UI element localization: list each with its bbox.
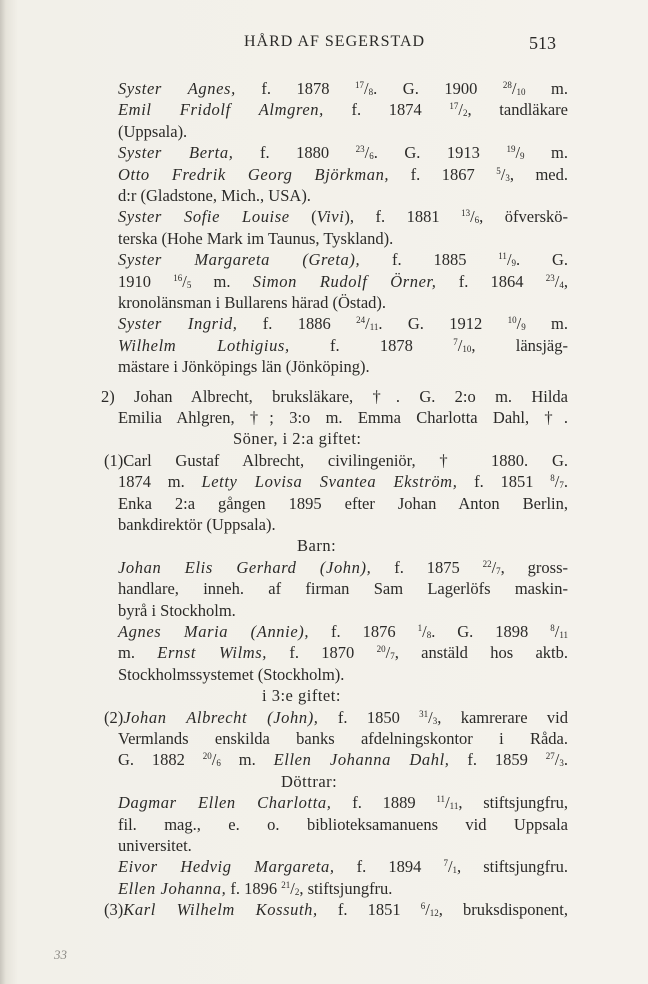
text-line: handlare, inneh. af firman Sam Lagerlöfs maskin- bbox=[118, 579, 568, 599]
text-line: bankdirektör (Uppsala). bbox=[118, 515, 276, 534]
person-name: Otto Fredrik Georg Björkman, bbox=[118, 164, 390, 184]
date-fraction: $^8/_{11}$ bbox=[550, 622, 568, 641]
text-line: Eivor Hedvig Margareta, f. 1894 $^7/_1$, stiftsjungfru. bbox=[118, 857, 569, 877]
text-line: G. 1882 $^{20}/_6$ m. Ellen Johanna Dahl, f. 1859 $^{27}/_3$. bbox=[118, 750, 568, 770]
text-line: Ellen Johanna, f. 1896 $^{21}/_2$, stiftsjungfru. bbox=[118, 878, 393, 898]
person-name: Emil Fridolf Almgren, bbox=[118, 100, 324, 120]
person-name: Syster Ingrid, bbox=[118, 314, 238, 334]
date-fraction: $^{13}/_6$ bbox=[461, 207, 480, 227]
person-name: Ernst Wilms, bbox=[157, 643, 268, 663]
date-fraction: $^{27}/_3$ bbox=[545, 750, 564, 770]
date-fraction: $^8/_7$ bbox=[550, 472, 564, 492]
date-fraction: $^7/_{10}$ bbox=[453, 335, 472, 355]
date-fraction: $^{16}/_5$ bbox=[173, 271, 192, 291]
date-fraction: $^{24}/_{11}$ bbox=[356, 314, 379, 334]
text-line: Vermlands enskilda banks afdelningskontor i Råda. bbox=[118, 729, 568, 748]
person-name: Syster Agnes, bbox=[118, 79, 236, 98]
text-line: (2)Johan Albrecht (John), f. 1850 $^{31}/_3$, kamrerare vid bbox=[104, 707, 568, 727]
text-line: terska (Hohe Mark im Taunus, Tyskland). bbox=[118, 228, 394, 248]
text-line: Syster Agnes, f. 1878 $^{17}/_8$. G. 1900 $^{28}/_{10}$ m. bbox=[118, 79, 568, 98]
text-line: d:r (Gladstone, Mich., USA). bbox=[118, 186, 311, 205]
date-fraction: $^5/_3$ bbox=[496, 164, 510, 184]
date-fraction: $^{11}/_{11}$ bbox=[436, 793, 459, 813]
person-name: Eivor Hedvig Margareta, bbox=[118, 857, 335, 877]
text-line: universitet. bbox=[118, 836, 192, 855]
date-fraction: $^{28}/_{10}$ bbox=[502, 79, 526, 98]
person-name: Syster Sofie Louise bbox=[118, 207, 290, 227]
text-line: (1)Carl Gustaf Albrecht, civilingeniör, † 1880. G. bbox=[104, 450, 568, 470]
text-line: (Uppsala). bbox=[118, 121, 188, 141]
text-line: mästare i Jönköpings län (Jönköping). bbox=[118, 357, 370, 377]
text-line: byrå i Stockholm. bbox=[118, 600, 236, 620]
text-line: Johan Elis Gerhard (John), f. 1875 $^{22}/_7$, gross- bbox=[118, 557, 569, 577]
person-name: Agnes Maria (Annie), bbox=[118, 622, 310, 641]
person-name: Letty Lovisa Svantea Ekström, bbox=[201, 472, 458, 492]
text-line: Syster Margareta (Greta), f. 1885 $^{11}/_9$. G. bbox=[118, 250, 569, 270]
person-name: Ellen Johanna, bbox=[118, 878, 227, 898]
person-name: Dagmar Ellen Charlotta, bbox=[118, 793, 332, 813]
person-name: Johan Elis Gerhard (John), bbox=[118, 557, 372, 577]
person-name: Simon Rudolf Örner, bbox=[252, 271, 437, 291]
text-line: Dagmar Ellen Charlotta, f. 1889 $^{11}/_{11}$, stiftsjungfru, bbox=[118, 793, 569, 813]
text-line: Emil Fridolf Almgren, f. 1874 $^{17}/_2$, tandläkare bbox=[118, 100, 568, 120]
running-header-title: HÅRD AF SEGERSTAD bbox=[244, 33, 426, 50]
text-line: Syster Ingrid, f. 1886 $^{24}/_{11}$. G. 1912 $^{10}/_9$ m. bbox=[118, 314, 568, 334]
text-line: 1910 $^{16}/_5$ m. Simon Rudolf Örner, f. 1864 $^{23}/_4$, bbox=[118, 271, 569, 291]
date-fraction: $^{10}/_9$ bbox=[507, 314, 526, 334]
person-name: Karl Wilhelm Kossuth, bbox=[123, 900, 318, 920]
person-name: Ellen Johanna Dahl, bbox=[273, 750, 450, 770]
page-number: 513 bbox=[529, 33, 556, 53]
date-fraction: $^6/_{12}$ bbox=[420, 900, 439, 920]
text-line: Wilhelm Lothigius, f. 1878 $^7/_{10}$, länsjäg- bbox=[118, 335, 568, 355]
text-line: Emilia Ahlgren, †; 3:o m. Emma Charlotta Dahl, †. bbox=[118, 408, 568, 427]
text-line: 2) Johan Albrecht, bruksläkare, †. G. 2:o m. Hilda bbox=[101, 386, 568, 406]
signature-mark: 33 bbox=[54, 947, 67, 962]
section-heading: Söner, i 2:a giftet: bbox=[233, 429, 362, 449]
date-fraction: $^{23}/_6$ bbox=[355, 143, 374, 163]
person-name: Johan Albrecht (John), bbox=[123, 707, 319, 727]
section-heading: Barn: bbox=[297, 536, 337, 556]
date-fraction: $^{22}/_7$ bbox=[482, 557, 501, 577]
date-fraction: $^{20}/_6$ bbox=[202, 750, 221, 770]
date-fraction: $^{23}/_4$ bbox=[545, 271, 564, 291]
date-fraction: $^{17}/_8$ bbox=[355, 79, 374, 98]
text-line: Syster Berta, f. 1880 $^{23}/_6$. G. 1913 $^{19}/_9$ m. bbox=[118, 143, 569, 163]
date-fraction: $^{11}/_9$ bbox=[498, 250, 517, 270]
person-name: Syster Berta, bbox=[118, 143, 234, 163]
date-fraction: $^{17}/_2$ bbox=[449, 100, 468, 120]
text-line: m. Ernst Wilms, f. 1870 $^{20}/_7$, anstäld hos aktb. bbox=[118, 643, 568, 663]
person-name: Wilhelm Lothigius, bbox=[118, 335, 290, 355]
text-line: 1874 m. Letty Lovisa Svantea Ekström, f. 1851 $^8/_7$. bbox=[118, 472, 569, 492]
date-fraction: $^{19}/_9$ bbox=[506, 143, 525, 163]
person-name: Syster Margareta (Greta), bbox=[118, 250, 361, 270]
text-line: Stockholmssystemet (Stockholm). bbox=[118, 664, 345, 684]
section-heading: i 3:e giftet: bbox=[262, 686, 341, 706]
date-fraction: $^{31}/_3$ bbox=[419, 707, 438, 727]
date-fraction: $^7/_1$ bbox=[443, 857, 458, 877]
text-line: (3)Karl Wilhelm Kossuth, f. 1851 $^6/_{12}$, bruksdisponent, bbox=[104, 900, 568, 920]
date-fraction: $^{21}/_2$ bbox=[281, 878, 300, 898]
date-fraction: $^1/_8$ bbox=[417, 622, 432, 641]
date-fraction: $^{20}/_7$ bbox=[376, 643, 395, 663]
text-line: kronolänsman i Bullarens härad (Östad). bbox=[118, 293, 387, 312]
person-name: Vivi bbox=[316, 207, 345, 227]
section-heading: Döttrar: bbox=[281, 771, 338, 791]
text-line: Otto Fredrik Georg Björkman, f. 1867 $^5/_3$, med. bbox=[118, 164, 568, 184]
text-line: Syster Sofie Louise (Vivi), f. 1881 $^{13}/_6$, öfverskö- bbox=[118, 207, 568, 227]
text-line: Agnes Maria (Annie), f. 1876 $^1/_8$. G. 1898 $^8/_{11}$ bbox=[118, 622, 568, 641]
text-line: fil. mag., e. o. biblioteksamanuens vid Uppsala bbox=[118, 814, 568, 834]
text-line: Enka 2:a gången 1895 efter Johan Anton Berlin, bbox=[118, 493, 568, 513]
